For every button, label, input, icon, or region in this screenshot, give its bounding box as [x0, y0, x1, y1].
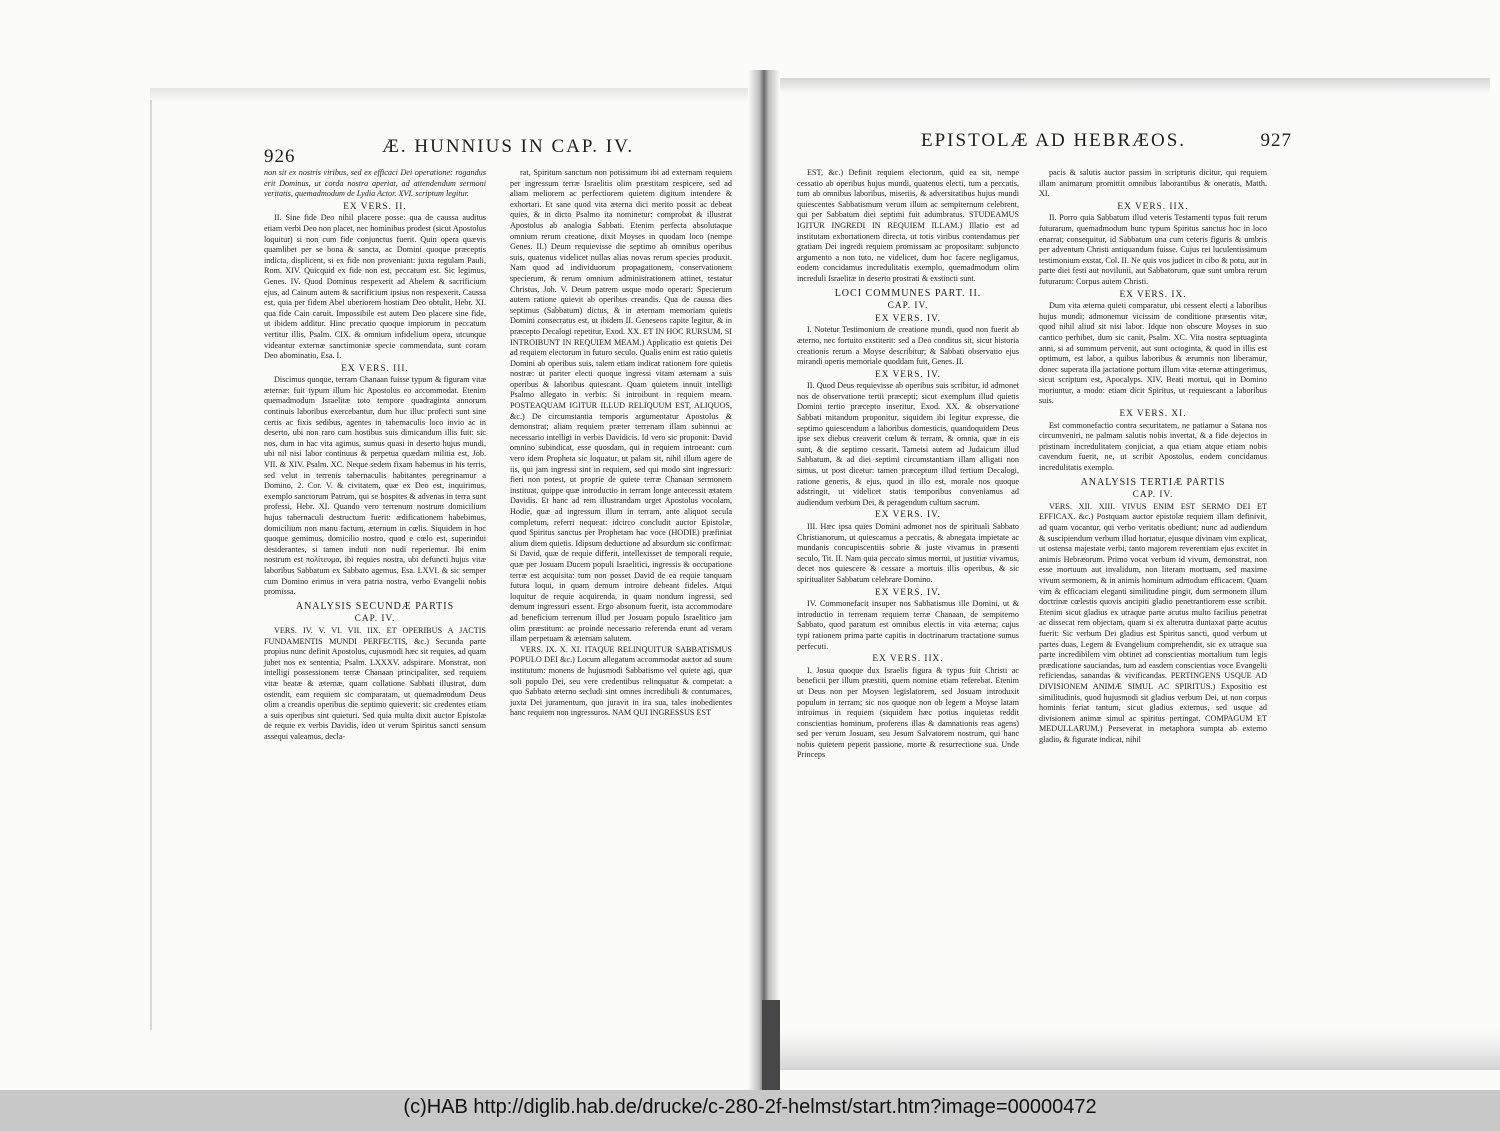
section-heading: EX VERS. IV. — [875, 369, 941, 380]
page-shadow-left — [150, 88, 750, 102]
left-page-column-2 — [510, 168, 732, 719]
copyright-footer — [0, 1090, 1500, 1131]
section-heading: EX VERS. IV. — [875, 510, 941, 521]
paragraph: non sit ex nostris viribus, sed ex efficaci Dei operatione: rogandus erit Dominus, ut corda nostra aperiat, ad attendendum sermoni veritatis, quemadmodum de Lydia Actor. XVI. scriptum legitur. — [264, 168, 486, 199]
page-shadow-bottom — [780, 1030, 1500, 1070]
part-heading: ANALYSIS TERTIÆ PARTIS — [1080, 476, 1226, 488]
footer-source-url: (c)HAB http://diglib.hab.de/drucke/c-280-2f-helmst/start.htm?image=00000472 — [403, 1096, 1097, 1118]
section-heading: EX VERS. IX. — [1119, 289, 1187, 300]
paragraph: VERS. XII. XIII. VIVUS ENIM EST SERMO DEI ET EFFICAX. &c.) Postquam auctor epistolæ requiem illam definivit, ad quam vocantur, qui verbo veritatis obediunt; nunc ad audiendum & suscipiendum verbum illud hortatur, ejusque divinam vim explicat, ut ostensa majestate verbi, tanto majorem reverentiam ejus excitet in animis Hebræorum. Primo vocat verbum id vivum, demonstrat, non esse mortuum aut invalidum, non literam mortuam, sed maxime vivum sermonem, & in animis hominum admodum efficacem. Quam vim & efficaciam eleganti similitudine pingit, dum sermonem illum doctrinæ cœlestis quovis ancipiti gladio penetrantiorem esse scribit. Etenim sicut gladius ex utraque parte acutus multo facilius penetrat ac dissecat rem objectam, quam si ex alterutra duntaxat parte acutus fuerit: Sic verbum Dei gladius est Spiritus sancti, quod verbum ut partes duas, Legem & Evangelium comprehendit, sic ex utraque sua parte incredibilem vim obtinet ad conscientias mortalium tum legis prædicatione sauciandas, tum ad easdem conscientias voce Evangelii reficiendas, sanandas & vivificandas. PERTINGENS USQUE AD DIVISIONEM ANIMÆ SIMUL AC SPIRITUS.) Expositio est similitudinis, quod hujusmodi sit gladius verbum Dei, ut non corpus hominis feriat tantum, sicut gladius externus, sed usque ad divisionem animæ simul ac spiritus pertingat. COMPAGUM ET MEDULLARUM.) Perseverat in metaphora sumpta ab externo gladio, & figurate indicat, nihil — [1039, 501, 1267, 744]
paragraph: pacis & salutis auctor passim in scripturis dicitur, qui requiem illam animarum promittit omnibus laborantibus & oneratis, Matth. XI. — [1039, 168, 1267, 199]
right-page — [795, 130, 1292, 1000]
paragraph: EST, &c.) Definit requiem electorum, quid ea sit, nempe cessatio ab operibus hujus mundi, quatenus electi, tum a peccatis, tum ab omnibus laboribus, miseriis, & adversitatibus hujus mundi quiescentes Sabbatismum verum illum ac sempiternum celebrent, qui per Sabbatum diei septimi fuit adumbratus. STUDEAMUS IGITUR INGREDI IN REQUIEM ILLAM.) Illatio est ad institutam exhortationem directa, ut totis viribus contendamus per gratiam Dei ingredi requiem promissam ac propositam: subjuncto argumento a non tuto, ne videlicet, dum hoc facere negligamus, eodem concidamus incredulitatis exemplo, quemadmodum olim increduli Israelitæ in deserto prostrati & exstincti sunt. — [797, 168, 1019, 283]
section-heading: EX VERS. III. — [341, 363, 409, 374]
gutter-shadow-block — [762, 1000, 780, 1090]
section-heading: EX VERS. II. — [343, 201, 407, 212]
paragraph: Dum vita æterna quieti comparatur, ubi cessent electi a laboribus hujus mundi; admonemur vicissim de conditione præsentis vitæ, quod nihil aliud sit nisi labor. Idque non obscure Moyses in suo cantico perhibet, dum sic canit, Psalm. XC. Vita nostra septuaginta anni, si ad summum pervenit, aut sunt octoginta, & quod in illis est optimum, est labor, a quibus laboribus & ærumnis non liberamur, donec superata illa jactatione portum illum vitæ æternæ attingerimus, sicut scriptum est, Apocalyps. XIV. Beati mortui, qui in Domino moriuntur, a modo: etiam dicit Spiritus, ut requiescant a laboribus suis. — [1039, 301, 1267, 406]
paragraph: I. Notetur Testimonium de creatione mundi, quod non fuerit ab æterno, nec fortuito exstiterit: sed a Deo conditus sit, sicut historia creationis rerum a Moyse describitur; & Sabbati observatio ejus mirandi operis memoriale quoddam fuit, Genes. II. — [797, 325, 1019, 367]
paragraph: Discimus quoque, terram Chanaan fuisse typum & figuram vitæ æternæ: fuit typum illum hic Apostolus eo accommodat. Etenim quemadmodum Israelitæ toto tempore quadraginta annorum continuis laboribus exercebantur, dum huc illuc profecti sunt sine certis ac fixis sedibus, agentes in tabernaculis loco invio ac in deserto, ubi non raro cum hostibus suis dimicandum illis fuit: sic nos, dum in hac vita agimus, sumus quasi in deserto hujus mundi, ubi nil nisi labor continuus & perpetua quædam militia est, Job. VII. & XIV. Psalm. XC. Neque sedem fixam habemus in his terris, sed velut in terrenis tabernaculis habitantes peregrinamur a Domino, 2. Cor. V. & civitatem, quæ ex Deo est, inquirimus, exemplo sanctorum Patrum, qui se hospites & advenas in terra sunt professi, Hebr. XI. Quando vero terrenum nostrum domicilium hujus tabernaculi destructum fuerit: ædificationem habebimus, domicilium non manu factum, æternum in cœlis. Siquidem in hoc quoque gemimus, domicilio nostro, quod e cœlo est, superindui desiderantes, si tamen induti non nudi reperiemur. Ibi enim nostrum est πολίτευμα, ibi requies nostra, ubi defuncti hujus vitæ laboribus Sabbatum ex Sabbato agemus, Esa. LXVI. & sic semper cum Domino erimus in vera patria nostra, verbo Evangelii nobis promissa. — [264, 375, 486, 597]
left-page — [262, 130, 732, 990]
section-heading: CAP. IV. — [1132, 490, 1174, 501]
right-page-number: 927 — [1260, 130, 1292, 151]
section-heading: EX VERS. IV. — [875, 587, 941, 598]
section-heading: EX VERS. XI. — [1119, 409, 1187, 420]
book-gutter — [748, 70, 780, 1090]
page-edge-left — [150, 100, 152, 1030]
right-running-head: EPISTOLÆ AD HEBRÆOS. — [921, 130, 1187, 151]
section-heading: EX VERS. IV. — [875, 313, 941, 324]
section-heading: CAP. IV. — [887, 301, 929, 312]
paragraph: VERS. IV. V. VI. VII. IIX. ET OPERIBUS A JACTIS FUNDAMENTIS MUNDI PERFECTIS, &c.) Secunda parte propius nunc definit Apostolus, cujusmodi hæc sit requies, ad quam jubet nos ex sententia, Psalm. LXXXV. adspirare. Monstrat, non intelligi possessionem terræ Chanaan principaliter, sed requiem vitæ beatæ & æternæ, quam collatione Sabbati illustrat, dum ostendit, eam requiem sic comparatam, ut quemadmodum Deus olim a creandis operibus die septimo quieverit: sic credentes etiam a suis operibus sint quieturi. Sed quia multa dixit auctor Epistolæ de requie ex verbis Davidis, ideo ut verum Spiritus sancti sensum assequi valeamus, decla- — [264, 625, 486, 741]
right-page-column-2 — [1039, 168, 1267, 745]
paragraph: II. Porro quia Sabbatum illud veteris Testamenti typus fuit rerum futurarum, quemadmodum hunc typum Spiritus sanctus hoc in loco enarrat; consequitur, id Sabbatum una cum ceteris figuris & umbris per adventum Christi antiquandum fuisse. Cujus rei luculentissimum testimonium exstat, Col. II. Ne quis vos judicet in cibo & potu, aut in parte diei festi aut novilunii, aut Sabbatorum, quæ sunt umbra rerum futurarum: Corpus autem Christi. — [1039, 213, 1267, 286]
section-heading: EX VERS. IIX. — [872, 654, 944, 665]
section-heading: CAP. IV. — [354, 614, 396, 625]
left-running-head: Æ. HUNNIUS IN CAP. IV. — [382, 136, 635, 157]
paragraph: VERS. IX. X. XI. ITAQUE RELINQUITUR SABBATISMUS POPULO DEI &c.) Locum allegatum accommodat auctor ad suum institutum: monens de hujusmodi Sabbatismo vel quiete agi, quæ soli populo Dei, seu vere credentibus relinquatur & competat: a quo Sabbato æterno secludi sint omnes incredibuli & contumaces, juxta Dei juramentum, quo juravit in ira sua, tales inobedientes hanc requiem non ingressuros. NAM QUI INGRESSUS EST — [510, 644, 732, 718]
right-page-column-1 — [797, 168, 1019, 761]
paragraph: IV. Commonefacit insuper nos Sabbatismus ille Domini, ut & introductio in terrenam requiem terræ Chanaan, de sempiterno Sabbato, quod paratum est omnibus electis in vita æterna; cujus typi rationem prima parte capitis in doctrinarum tractatione sumus perfecuti. — [797, 599, 1019, 651]
paragraph: II. Quod Deus requievisse ab operibus suis scribitur, id admonet nos de observatione tertii præcepti; sicut exemplum illud quietis Domini tertio præcepto inseritur, Exod. XX. & observatione Sabbati mitandum proponitur, siquidem ibi legitur expresse, die septimo quiescendum a laboribus domesticis, quandoquidem Deus ipse sex diebus creaverit cœlum & terram, & omnia, quæ in eis sunt, & die septimo cessarit. Tametsi autem ad Judaicum illud Sabbatum, & ad diei septimi circumstantiam illam alligati non simus, ut post dicetur: tamen præceptum illud tertium Decalogi, ratione generis, & ejus, quod in illo est, morale nos quoque adstringit, ut videlicet statis temporibus conveniamus ad audiendum verbum Dei, & peragendum cultum sacrum. — [797, 381, 1019, 507]
left-page-column-1 — [264, 168, 486, 742]
left-page-number: 926 — [264, 146, 296, 167]
paragraph: III. Hæc ipsa quies Domini admonet nos de spirituali Sabbato Christianorum, ut quiescamus a peccatis, & abnegata impietate ac mundanis concupiscentiis sobrie & juste vivamus in præsenti seculo, Tit. II. Nam quia peccato simus mortui, ut justitiæ vivamus, decet nos quiescere & cessare a mortuis illis operibus, & sic spiritualiter Sabbatum celebrare Domino. — [797, 522, 1019, 584]
paragraph: Est commonefactio contra securitatem, ne patiamur a Satana nos circumveniri, ne palmam salutis nobis invertat, & a fide dejectos in pristinam incredulitatem conjiciat, a qua etiam atque etiam nobis cavendum fuerit, ne, ut scribit Apostolus, eodem concidamus incredulitatis exemplo. — [1039, 420, 1267, 473]
page-shadow-right — [770, 78, 1490, 94]
right-page-header — [795, 130, 1292, 164]
paragraph: rat, Spiritum sanctum non potissimum ibi ad externam requiem per ingressum terræ Israelitis olim præstitam respicere, sed ad aliam meliorem ac perfectiorem quietem digitum intendere & exhortari. Et sane quod vita æterna dici merito possit ac debeat quies, & in dicto Psalmo ita nominetur: comprobat & illustrat Apostolus ab analogia Sabbati. Etenim perfecta absolutaque omnium rerum creatione, dixit Moyses in quodam loco (nempe Genes. II.) Deum requievisse die septimo ab omnibus operibus suis, quatenus videlicet nullas alias novas rerum species produxit. Nam quod ad individuorum propagationem, conservationem specierum, & rerum omnium administrationem attinet, testatur Christus, Joh. V. Deum patrem usque modo operari: Specierum autem ratione quievit ab operibus creandis. Qua de caussa dies septimus (Sabbatum) dictus, & in æternam memoriam quietis Domini consecratus est, ut ibidem II. Geneseos capite legitur, & in præcepto Decalogi repetitur, Exod. XX. ET IN HOC RURSUM, SI INTROIBUNT IN REQUIEM MEAM.) Applicatio est quietis Dei ad requiem electorum in futuro seculo. Qualis enim est ratio quietis Domini ab operibus suis, talem etiam indicat rationem fore quietis nostræ: ut pariter electi quoque ingressi vitam æternam a suis operibus & laboribus quiescant. Quam quietem innuit intelligi Psalmo allegato in verbis: Si introibunt in requiem meam. POSTEAQUAM IGITUR ILLUD RELIQUUM EST, ALIQUOS, &c.) De circumstantia temporis argumentatur Apostolus & demonstrat; aliam requiem præter terrenam illam subinnui ac necessario intelligi in verbis Davidicis. Id vero sic proponit: David omnino subindicat, esse quosdam, qui in requiem introeant: cum vero idem Propheta sic loquatur, ut palam sit, nihil illum agere de iis, qui jam ingressi sint in requiem, sed qui modo sint ingressuri: fieri non potest, ut proprie de quiete terræ Chanaan sermonem instituat, quippe quæ introductio in terram longe antecessit ætatem Davidis. Et hanc ad rem illustrandam urget Apostolus vocolam, Hodie, quæ ad ingressum illum in terram, ante aliquot secula completum, referri nequeat: idcirco concludit auctor Epistolæ, quod Spiritus sanctus per Prophetam hac voce (HODIE) præfiniat alium diem quietis. Idipsum deductione ad absurdum sic confirmat: Si David, quæ de requie differit, intellexisset de temporali requie, quæ per Josuam Ducem populi Israelitici, ingressis & occupatione terræ est acquisita: tum non posset David de ea requie tanquam futura loqui, in quam demum introire debeant fideles. Atqui loquitur de requie acquirenda, in quam nondum ingressi, sed demum ingressuri essent. Ergo absonum fuerit, ista accommodare ad beneficium terrenum illud per Josuam populo Israelitico jam olim præstitum: ac proinde necessario referenda erunt ad veram illam perpetuam & æternam salutem. — [510, 168, 732, 644]
section-heading: EX VERS. IIX. — [1117, 201, 1189, 212]
part-heading: LOCI COMMUNES PART. II. — [834, 287, 982, 299]
part-heading: ANALYSIS SECUNDÆ PARTIS — [295, 600, 455, 612]
left-page-header — [262, 130, 732, 167]
paragraph: I. Josua quoque dux Israelis figura & typus fuit Christi ac beneficii per illum præstiti, quem nomine etiam referebat. Etenim ut Deus non per Moysen legislatorem, sed Josuam introduxit populum in terram; sic nos quoque non ob legem a Moyse latam introimus in requiem (siquidem hæc potius inquietas reddit conscientias hominum, proferens illas & damnationis reas agens) sed per verum Josuam, seu Jesum Salvatorem nostrum, qui hanc nobis quietem peperit passione, morte & resurrectione sua. Unde Princeps — [797, 665, 1019, 760]
paragraph: II. Sine fide Deo nihil placere posse: qua de caussa auditus etiam verbi Deo non placet, nec hominibus prodest (sicut Apostolus loquitur) si non cum fide conjunctus fuerit. Quin opera quævis quamlibet per se bona & sancta, ac Domini quoque præceptis indicta, displicent, si ex fide non proveniant: juxta regulam Pauli, Rom. XIV. Quicquid ex fide non est, peccatum est. Sic legimus, Genes. IV. Quod Dominus respexerit ad Abelem & sacrificium ejus, ad Cainum autem & sacrificium ipsius non respexerit. Caussa est, quia per fidem Abel uberiorem hostiam Deo obtulit, Hebr. XI. qua fide Cain caruit. Impossibile est autem Deo placere sine fide, ut ibidem additur. Hinc precatio quoque impiorum in peccatum vertitur illis, Psalm. CIX. & omnium infidelium opera, utcunque videantur externæ sanctimoniæ specie commendata, sunt coram Deo abominatio, Esa. I. — [264, 213, 486, 361]
